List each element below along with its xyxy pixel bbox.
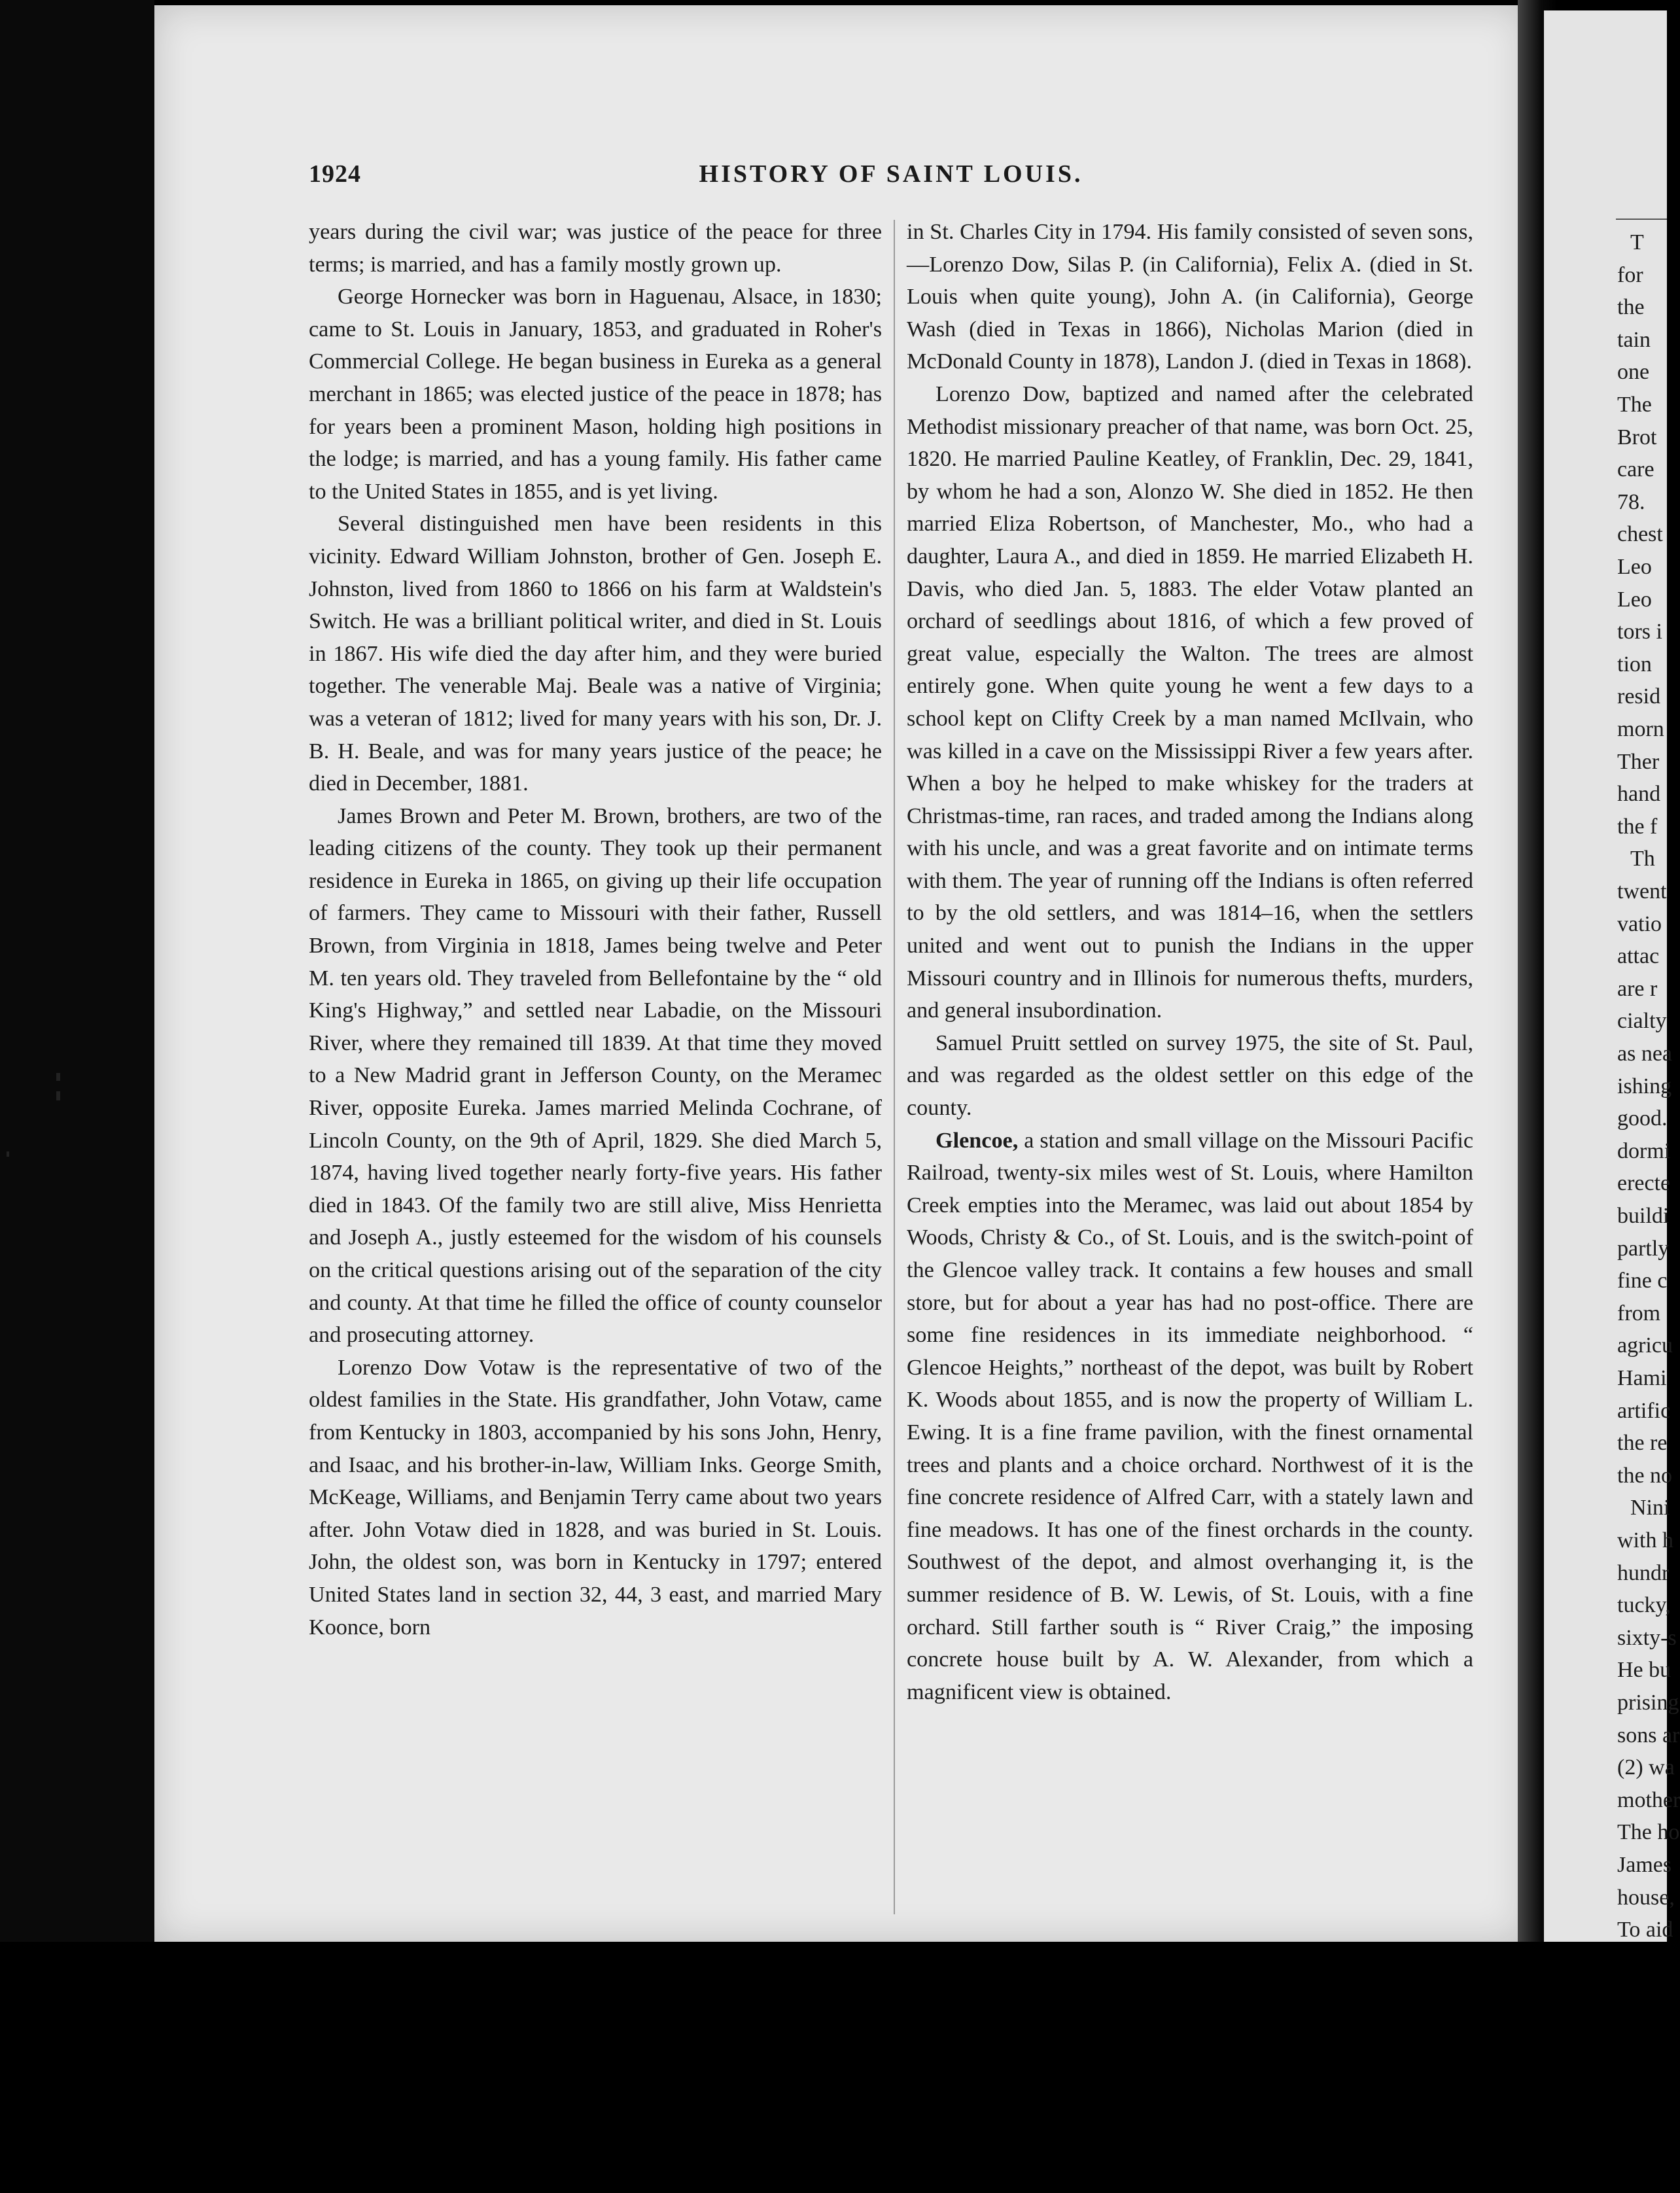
paragraph: Several distinguished men have been residents in this vicinity. Edward William Johnston, brother of Gen. Joseph E. Johnston, lived from 1860 to 1866 on his farm at Waldstein's Switch. He was a brilliant political writer, and died in St. Louis in 1867. His wife died the day after him, and they were buried together. The venerable Maj. Beale was a native of Virginia; was a veteran of 1812; lived for many years with his son, Dr. J. B. H. Beale, and was for many years justice of the peace; he died in December, 1881. [309,512,882,796]
adjacent-page-line: the [1617,295,1645,320]
paragraph: Samuel Pruitt settled on survey 1975, the site of St. Paul, and was regarded as the oldest settler on this edge of the county. [907,1030,1473,1121]
adjacent-page-line: Hami [1617,1366,1667,1390]
adjacent-page-line: good. [1617,1106,1668,1131]
adjacent-page-line: ishing [1617,1074,1672,1098]
adjacent-page-line: Th [1630,847,1655,871]
adjacent-page-line: the re [1617,1431,1668,1456]
page-number: 1924 [309,160,361,188]
adjacent-page-line: attac [1617,944,1660,969]
scan-left-border [0,0,154,2193]
adjacent-page-line: To aid [1617,1918,1673,1942]
scan-speck [56,1091,60,1100]
adjacent-page-line: as nea [1617,1042,1673,1066]
paragraph: years during the civil war; was justice of the peace for three terms; is married, and has a family mostly grown up. [309,220,882,277]
adjacent-page-line: The [1617,393,1652,417]
adjacent-page-line: 78. [1617,489,1645,514]
adjacent-page-line: for [1617,262,1643,287]
adjacent-page [1544,10,1680,1954]
adjacent-page-line: tucky, [1617,1593,1671,1618]
adjacent-page-line: hundr [1617,1560,1670,1585]
adjacent-page-line: mother [1617,1787,1680,1812]
column-divider [894,220,895,1914]
right-column [907,216,1473,1708]
adjacent-page-line: resid [1617,684,1661,709]
adjacent-page-line: hand [1617,782,1661,807]
adjacent-page-line: Leo [1617,555,1652,579]
adjacent-page-line: chest [1617,522,1663,547]
adjacent-page-line: the no [1617,1463,1673,1488]
adjacent-page-line: one [1617,360,1650,385]
adjacent-page-line: house, [1617,1885,1675,1910]
left-column [309,216,882,1643]
adjacent-page-line: agricu [1617,1333,1673,1358]
scan-speck [7,1151,9,1157]
adjacent-page-line: fine c [1617,1269,1668,1293]
adjacent-page-rule [1616,219,1667,220]
page-header [309,160,1473,196]
adjacent-page-line: are r [1617,976,1658,1001]
paragraph: Lorenzo Dow, baptized and named after the celebrated Methodist missionary preacher of that name, was born Oct. 25, 1820. He married Pauline Keatley, of Franklin, Dec. 29, 1841, by whom he had a son, Alonzo W. She died in 1852. He then married Eliza Robertson, of Manchester, Mo., who had a daughter, Laura A., and died in 1859. He married Elizabeth H. Davis, who died Jan. 5, 1883. The elder Votaw planted an orchard of seedlings about 1816, of which a few proved of great value, especially the Walton. The trees are almost entirely gone. When quite young he went a few days to a school kept on Clifty Creek by a man named McIlvain, who was killed in a cave on the Mississippi River a few years after. When a boy he helped to make whiskey for the traders at Christmas-time, ran races, and traded among the Indians along with his uncle, and was a great favorite and on intimate terms with them. The year of running off the Indians is often referred to by the old settlers, and was 1814–16, when the settlers united and went out to punish the Indians in the upper Missouri country and in Illinois for numerous thefts, murders, and general insubordination. [907,381,1473,1023]
adjacent-page-line: Ther [1617,749,1660,774]
glencoe-lead: Glencoe, [936,1128,1019,1153]
adjacent-page-line: sixty-s [1617,1625,1677,1650]
scan-speck [56,1073,60,1081]
glencoe-text: a station and small village on the Missouri Pacific Railroad, twenty-six miles west of St. Louis, where Hamilton Creek empties into the Meramec, was laid out about 1854 by Woods, Christy & Co., of St. Louis, and is the switch-point of the Glencoe valley track. It contains a few houses and small store, but for about a year has had no post-office. There are some fine residences in its immediate neighborhood. “ Glencoe Heights,” northeast of the depot, was built by Robert K. Woods about 1855, and is now the property of William L. Ewing. It is a fine frame pavilion, with the finest ornamental trees and plants and a choice orchard. Northwest of it is the fine concrete residence of Alfred Carr, with a stately lawn and fine meadows. It has one of the finest orchards in the county. Southwest of the depot, and almost overhanging it, is the summer residence of B. W. Lewis, of St. Louis, with a fine orchard. Still farther south is “ River Craig,” the imposing concrete house built by A. W. Alexander, from which a magnificent view is obtained. [907,1128,1473,1704]
adjacent-page-line: The ho [1617,1820,1680,1845]
adjacent-page-line: Brot [1617,425,1657,449]
adjacent-page-line: prising [1617,1691,1679,1715]
paragraph: George Hornecker was born in Haguenau, Alsace, in 1830; came to St. Louis in January, 1853, and graduated in Roher's Commercial College. He began business in Eureka as a general merchant in 1865; was elected justice of the peace in 1878; has for years been a prominent Mason, holding high positions in the lodge; is married, and has a young family. His father came to the United States in 1855, and is yet living. [309,285,882,504]
adjacent-page-line: the f [1617,814,1658,839]
adjacent-page-line: T [1630,230,1644,254]
adjacent-page-line: erecte [1617,1171,1671,1196]
adjacent-page-line: artific [1617,1398,1671,1423]
adjacent-page-line: morn [1617,717,1664,741]
adjacent-page-line: (2) wa [1617,1755,1675,1780]
adjacent-page-line: James [1617,1853,1672,1877]
paragraph: in St. Charles City in 1794. His family consisted of seven sons,—Lorenzo Dow, Silas P. (in California), Felix A. (died in St. Louis when quite young), John A. (in California), George Wash (died in Texas in 1866), Nicholas Marion (died in McDonald County in 1878), Landon J. (died in Texas in 1868). [907,220,1473,374]
paragraph: Lorenzo Dow Votaw is the representative of two of the oldest families in the State. His grandfather, John Votaw, came from Kentucky in 1803, accompanied by his sons John, Henry, and Isaac, and his brother-in-law, William Inks. George Smith, McKeage, Williams, and Benjamin Terry came about two years after. John Votaw died in 1828, and was buried in St. Louis. John, the oldest son, was born in Kentucky in 1797; entered United States land in section 32, 44, 3 east, and married Mary Koonce, born [309,1355,882,1640]
scan-bottom-border [0,1942,1667,2193]
adjacent-page-line: tion [1617,652,1652,676]
adjacent-page-line: vatio [1617,911,1662,936]
adjacent-page-line: Nini [1630,1496,1670,1520]
adjacent-page-line: twent [1617,879,1667,904]
adjacent-page-line: tors i [1617,620,1662,644]
running-title: HISTORY OF SAINT LOUIS. [699,160,1083,188]
adjacent-page-line: sons ar [1617,1723,1680,1747]
adjacent-page-line: partly [1617,1236,1670,1261]
adjacent-page-line: tain [1617,327,1651,352]
adjacent-page-line: with h [1617,1528,1673,1553]
adjacent-page-line: buildi [1617,1204,1670,1228]
adjacent-page-line: He bu [1617,1658,1671,1683]
glencoe-paragraph [907,1125,1473,1709]
adjacent-page-line: Leo [1617,587,1652,612]
adjacent-page-line: cialty [1617,1009,1667,1034]
adjacent-page-line: dormi [1617,1138,1671,1163]
adjacent-page-line: from [1617,1301,1661,1325]
adjacent-page-line: care [1617,457,1654,482]
paragraph: James Brown and Peter M. Brown, brothers, are two of the leading citizens of the county. They took up their permanent residence in Eureka in 1865, on giving up their life occupation of farmers. They came to Missouri with their father, Russell Brown, from Virginia in 1818, James being twelve and Peter M. ten years old. They traveled from Bellefontaine by the “ old King's Highway,” and settled near Labadie, on the Missouri River, where they remained till 1839. At that time they moved to a New Madrid grant in Jefferson County, on the Meramec River, opposite Eureka. James married Melinda Cochrane, of Lincoln County, on the 9th of April, 1829. She died March 5, 1874, having lived together nearly forty-five years. His father died in 1843. Of the family two are still alive, Miss Henrietta and Joseph A., justly esteemed for the wisdom of his counsels on the critical questions arising out of the separation of the city and county. At that time he filled the office of county counselor and prosecuting attorney. [309,803,882,1348]
